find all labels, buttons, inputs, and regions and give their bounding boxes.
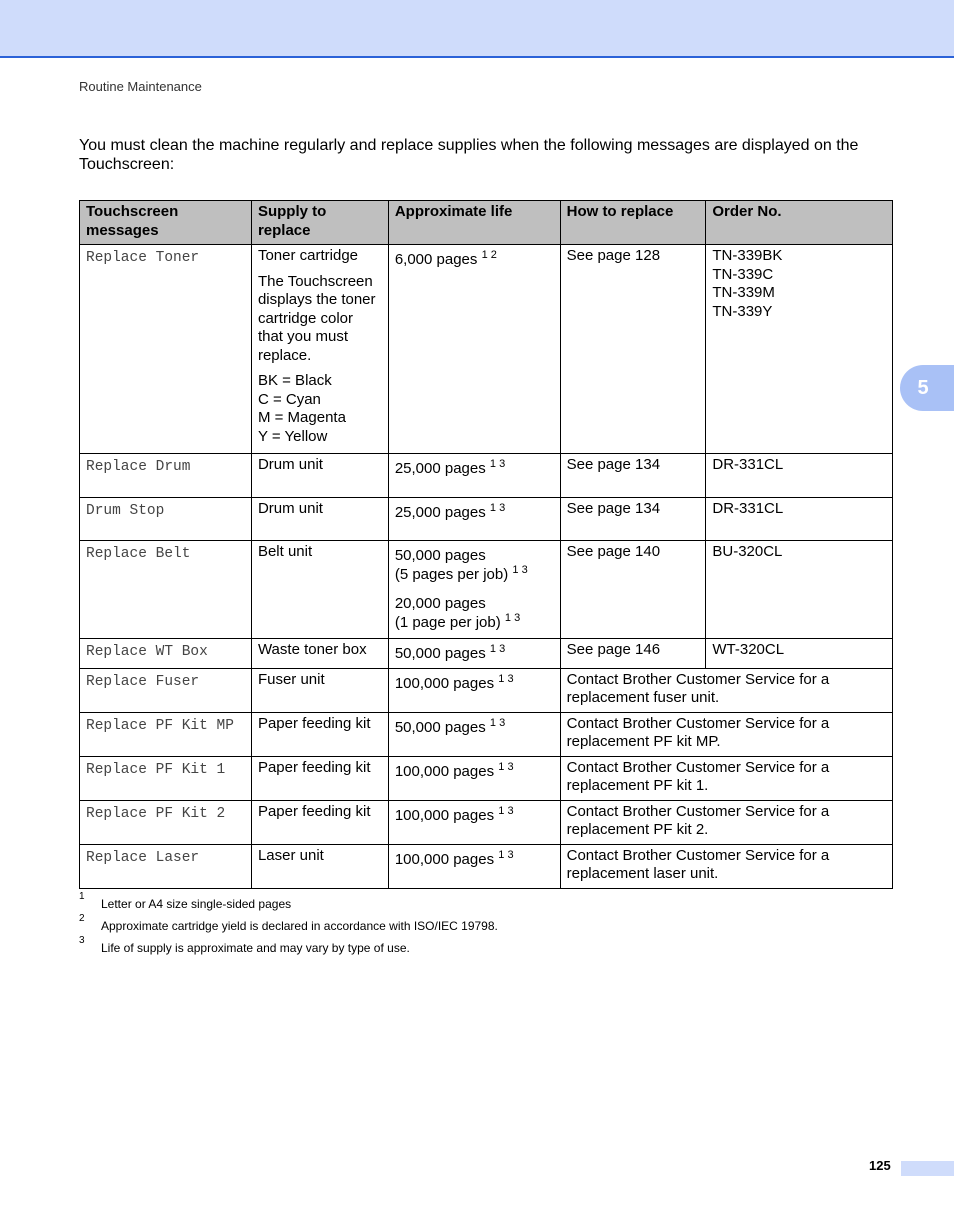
- touchscreen-message-text: Replace WT Box: [86, 644, 208, 660]
- supply-text: Drum unit: [257, 500, 323, 517]
- header-order-no: Order No.: [706, 201, 893, 245]
- footnote: [79, 935, 899, 960]
- header-approximate-life: Approximate life: [388, 201, 560, 245]
- touchscreen-message-text: Replace Belt: [86, 546, 191, 562]
- life-value: 50,000 pages: [394, 645, 486, 662]
- cell-approximate-life: [388, 844, 560, 888]
- life-value: 25,000 pages: [394, 504, 486, 521]
- life-value: 50,000 pages: [394, 718, 486, 736]
- cell-contact-service: Contact Brother Customer Service for a replacement PF kit MP.: [560, 712, 892, 756]
- cell-touchscreen-message: [80, 844, 252, 888]
- footnote: [79, 891, 899, 916]
- footnote-reference: 1 3: [504, 611, 521, 624]
- supply-text: Laser unit: [257, 846, 324, 864]
- touchscreen-message-text: Replace Fuser: [86, 673, 200, 690]
- life-entry: [395, 500, 554, 523]
- cell-supply: [251, 541, 388, 639]
- footnote-number: 3: [79, 935, 85, 946]
- supply-text: Fuser unit: [257, 670, 325, 688]
- table-row: [80, 541, 893, 639]
- supplies-table: [79, 200, 893, 889]
- cell-touchscreen-message: [80, 541, 252, 639]
- footnote-reference: 1 2: [481, 249, 497, 261]
- life-entry: [395, 715, 554, 738]
- life-entry: [395, 803, 554, 826]
- life-value: 6,000 pages: [394, 251, 478, 268]
- cell-touchscreen-message: [80, 639, 252, 669]
- supply-text: Paper feeding kit: [257, 714, 371, 732]
- cell-supply: [251, 844, 388, 888]
- table-row: [80, 498, 893, 541]
- cell-approximate-life: [388, 756, 560, 800]
- table-row: [80, 844, 893, 888]
- cell-order-number: DR-331CL: [706, 498, 893, 541]
- cell-supply: [251, 756, 388, 800]
- footnote-number: 1: [79, 891, 85, 902]
- touchscreen-message-text: Replace Toner: [86, 250, 200, 266]
- life-value: 100,000 pages: [394, 850, 495, 868]
- cell-approximate-life: [388, 498, 560, 541]
- footnote-reference: 1 3: [498, 760, 514, 773]
- life-entry: [395, 759, 554, 782]
- life-value: 20,000 pages (1 page per job): [394, 595, 501, 631]
- footnote-reference: 1 3: [498, 804, 514, 817]
- cell-contact-service: Contact Brother Customer Service for a replacement laser unit.: [560, 844, 892, 888]
- footnote: [79, 913, 899, 938]
- life-entry: [395, 641, 554, 664]
- cell-supply: [251, 668, 388, 712]
- cell-touchscreen-message: [80, 498, 252, 541]
- footnote-text: Approximate cartridge yield is declared in accordance with ISO/IEC 19798.: [101, 919, 498, 933]
- footnote-text: Life of supply is approximate and may vary by type of use.: [101, 941, 410, 955]
- cell-supply: [251, 712, 388, 756]
- life-entry: [395, 847, 554, 870]
- cell-approximate-life: [388, 800, 560, 844]
- supply-text: Paper feeding kit: [257, 758, 371, 776]
- cell-order-number: DR-331CL: [706, 454, 893, 498]
- cell-approximate-life: [388, 454, 560, 498]
- table-row: [80, 454, 893, 498]
- life-value: 100,000 pages: [394, 674, 495, 692]
- cell-supply: [251, 639, 388, 669]
- life-value: 100,000 pages: [394, 806, 495, 824]
- cell-order-number: BU-320CL: [706, 541, 893, 639]
- chapter-tab: 5: [900, 365, 954, 411]
- running-head: Routine Maintenance: [79, 79, 202, 94]
- cell-touchscreen-message: [80, 756, 252, 800]
- life-entry: [395, 543, 554, 584]
- touchscreen-message-text: Replace PF Kit 1: [86, 761, 226, 778]
- header-touchscreen-messages: Touchscreen messages: [80, 201, 252, 245]
- page-number-bar: [901, 1161, 954, 1176]
- touchscreen-message-text: Replace Drum: [86, 459, 191, 475]
- table-row: [80, 639, 893, 669]
- touchscreen-message-text: Drum Stop: [86, 503, 165, 519]
- life-value: 25,000 pages: [394, 460, 486, 477]
- footnote-reference: 1 3: [498, 848, 514, 861]
- footnotes: [79, 891, 899, 960]
- cell-contact-service: Contact Brother Customer Service for a replacement PF kit 2.: [560, 800, 892, 844]
- cell-approximate-life: [388, 541, 560, 639]
- life-value: 100,000 pages: [394, 762, 495, 780]
- cell-touchscreen-message: [80, 245, 252, 454]
- footnote-reference: 1 3: [498, 672, 514, 685]
- intro-paragraph: You must clean the machine regularly and replace supplies when the following messages are displayed on the Touchscreen:: [79, 137, 859, 173]
- footnote-number: 2: [79, 913, 85, 924]
- cell-touchscreen-message: [80, 668, 252, 712]
- header-how-to-replace: How to replace: [560, 201, 706, 245]
- touchscreen-message-text: Replace PF Kit 2: [86, 805, 226, 822]
- table-header-row: [80, 201, 893, 245]
- cell-approximate-life: [388, 639, 560, 669]
- footnote-reference: 1 3: [489, 643, 506, 655]
- life-value: 50,000 pages (5 pages per job): [394, 547, 509, 583]
- touchscreen-message-text: Replace Laser: [86, 849, 200, 866]
- life-entry: [395, 247, 554, 270]
- footnote-reference: 1 3: [489, 502, 506, 514]
- supply-text: Drum unit: [257, 456, 323, 473]
- supply-text: Waste toner box: [257, 641, 367, 658]
- footnote-text: Letter or A4 size single-sided pages: [101, 897, 292, 911]
- footnote-reference: 1 3: [512, 563, 528, 576]
- footnote-reference: 1 3: [489, 458, 506, 470]
- cell-contact-service: Contact Brother Customer Service for a replacement PF kit 1.: [560, 756, 892, 800]
- supply-text: The Touchscreen displays the toner cartridge color that you must replace.: [257, 272, 376, 364]
- cell-touchscreen-message: [80, 712, 252, 756]
- cell-touchscreen-message: [80, 800, 252, 844]
- cell-supply: [251, 454, 388, 498]
- touchscreen-message-text: Replace PF Kit MP: [86, 717, 234, 734]
- header-supply-to-replace: Supply to replace: [251, 201, 388, 245]
- page-number: 125: [869, 1158, 891, 1173]
- table-row: [80, 712, 893, 756]
- life-entry: [395, 671, 554, 694]
- table-row: [80, 245, 893, 454]
- supply-text: Toner cartridge: [257, 247, 359, 264]
- cell-how-to-replace: See page 134: [560, 454, 706, 498]
- supply-text: BK = Black C = Cyan M = Magenta Y = Yellow: [257, 372, 346, 445]
- cell-supply: [251, 498, 388, 541]
- table-row: [80, 756, 893, 800]
- supply-text: Belt unit: [257, 543, 313, 560]
- cell-supply: [251, 245, 388, 454]
- table-row: [80, 668, 893, 712]
- cell-touchscreen-message: [80, 454, 252, 498]
- cell-approximate-life: [388, 668, 560, 712]
- cell-how-to-replace: See page 140: [560, 541, 706, 639]
- table-row: [80, 800, 893, 844]
- cell-contact-service: Contact Brother Customer Service for a replacement fuser unit.: [560, 668, 892, 712]
- life-entry: [395, 456, 554, 479]
- cell-approximate-life: [388, 712, 560, 756]
- cell-how-to-replace: See page 134: [560, 498, 706, 541]
- cell-how-to-replace: See page 128: [560, 245, 706, 454]
- life-entry: [395, 591, 554, 632]
- cell-how-to-replace: See page 146: [560, 639, 706, 669]
- cell-order-number: WT-320CL: [706, 639, 893, 669]
- supply-text: Paper feeding kit: [257, 802, 371, 820]
- cell-approximate-life: [388, 245, 560, 454]
- cell-order-number: TN-339BK TN-339C TN-339M TN-339Y: [706, 245, 893, 454]
- footnote-reference: 1 3: [489, 716, 506, 729]
- cell-supply: [251, 800, 388, 844]
- header-band: [0, 0, 954, 58]
